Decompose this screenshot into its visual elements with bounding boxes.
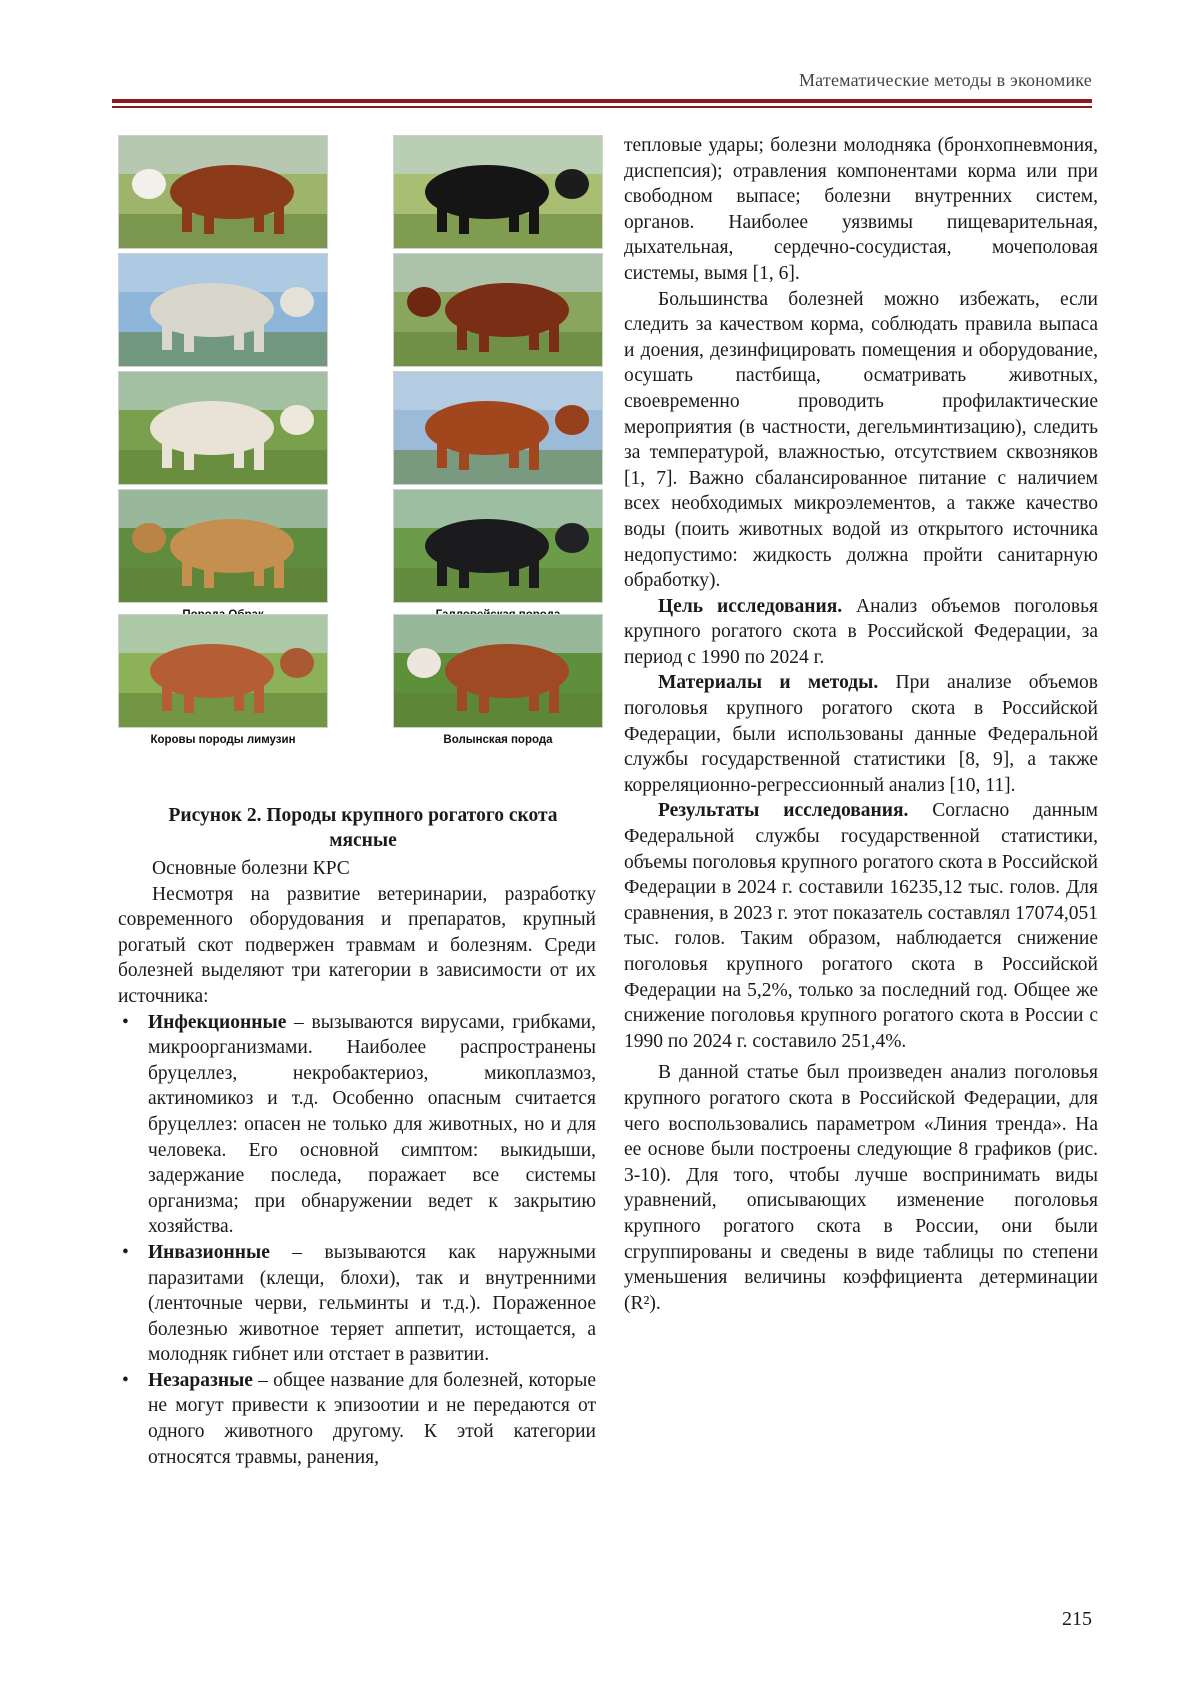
breed-photo-cell xyxy=(393,489,603,621)
breed-photo-cell xyxy=(118,253,328,385)
category-text: – вызываются вирусами, грибками, микроорганизмами. Наиболее распространены бруцеллез, некробактериоз, микоплазмоз, актиномикоз и т.д. Особенно опасным считается бруцеллез: опасен не только для животных, но и для человека. Его основной симптом: выкидыши, задержание последа, поражает все системы организма; при обнаружении ведет к закрытию хозяйства. xyxy=(148,1011,596,1238)
goal-label: Цель исследования. xyxy=(658,595,843,617)
page-number: 215 xyxy=(1062,1608,1092,1630)
breed-photo-cell xyxy=(118,614,328,746)
breed-photo-cell xyxy=(118,371,328,503)
cow-illustration-icon xyxy=(394,136,602,248)
continuation-paragraph: тепловые удары; болезни молодняка (бронхопневмония, диспепсия); отравления компонентами корма или при свободном выпасе; болезни внутренних систем, органов. Наиболее уязвимы пищеварительная, дыхательная, сердечно-сосудистая, мочеполовая системы, вымя [1, 6]. xyxy=(624,135,1098,284)
list-item xyxy=(118,1368,596,1470)
figure-caption-line1: Рисунок 2. Породы крупного рогатого скота xyxy=(168,805,558,826)
goal-text: Анализ объемов поголовья крупного рогатого скота в Российской Федерации, за период с 1990 по 2024 г. xyxy=(624,595,1098,668)
right-column xyxy=(624,133,1098,1316)
goal-paragraph xyxy=(624,594,1098,671)
breed-photo-cell xyxy=(393,371,603,503)
cow-illustration-icon xyxy=(119,615,327,727)
header-rule-thin xyxy=(112,106,1092,108)
breed-photo xyxy=(393,371,603,485)
left-column xyxy=(118,856,596,1470)
breed-photo xyxy=(118,253,328,367)
header-rule-thick xyxy=(112,99,1092,103)
methods-label: Материалы и методы. xyxy=(658,672,879,694)
breed-photo xyxy=(118,371,328,485)
breed-photo-cell xyxy=(393,253,603,385)
breed-label: Коровы породы лимузин xyxy=(150,734,296,746)
cow-illustration-icon xyxy=(394,615,602,727)
breed-photo-cell xyxy=(393,614,603,746)
results-text: Согласно данным Федеральной службы государственной статистики, объемы поголовья крупного рогатого скота в Российской Федерации в 2024 г. составили 16235,12 тыс. голов. Для сравнения, в 2023 г. этот показатель составлял 17074,051 тыс. голов. Таким образом, наблюдается снижение поголовья крупного рогатого скота в Российской Федерации на 5,2%, только за последний год. Общее же снижение поголовья крупного рогатого скота в России с 1990 по 2024 г. составило 251,4%. xyxy=(624,800,1098,1052)
cow-illustration-icon xyxy=(119,372,327,484)
breed-photo xyxy=(393,614,603,728)
analysis-paragraph: В данной статье был произведен анализ поголовья крупного рогатого скота в Российской Федерации, для чего воспользовались параметром «Линия тренда». На ее основе были построены следующие 8 графиков (рис. 3-10). Для того, чтобы лучше воспринимать виды уравнений, описывающих изменение поголовья крупного рогатого скота в России, они были сгруппированы и сведены в виде таблицы по степени уменьшения величины коэффициента детерминации (R²). xyxy=(624,1062,1098,1314)
breed-photo xyxy=(118,614,328,728)
diseases-subheading: Основные болезни КРС xyxy=(152,858,350,879)
breeds-figure xyxy=(118,135,608,795)
results-label: Результаты исследования. xyxy=(658,800,909,822)
bullet-mark: • xyxy=(122,1369,129,1391)
breed-photo xyxy=(118,489,328,603)
breed-photo-cell xyxy=(118,135,328,267)
diseases-intro: Несмотря на развитие ветеринарии, разработку современного оборудования и препаратов, крупный рогатый скот подвержен травмам и болезням. Среди болезней выделяют три категории в зависимости от их источника: xyxy=(118,883,596,1007)
breed-label: Волынская порода xyxy=(443,734,553,746)
list-item xyxy=(118,1010,596,1240)
cow-illustration-icon xyxy=(394,254,602,366)
cow-illustration-icon xyxy=(119,490,327,602)
cow-illustration-icon xyxy=(394,490,602,602)
breed-photo xyxy=(393,135,603,249)
breed-photo xyxy=(393,489,603,603)
breed-photo xyxy=(393,253,603,367)
breed-photo-cell xyxy=(118,489,328,621)
methods-text: При анализе объемов поголовья крупного рогатого скота в Российской Федерации, были использованы данные Федеральной службы государственной статистики [8, 9], а также корреляционно-регрессионный анализ [10, 11]. xyxy=(624,672,1098,796)
category-term: Инфекционные xyxy=(148,1011,287,1033)
cow-illustration-icon xyxy=(119,136,327,248)
methods-paragraph xyxy=(624,670,1098,798)
figure-caption xyxy=(118,803,608,853)
cow-illustration-icon xyxy=(394,372,602,484)
category-text: – вызываются как наружными паразитами (клещи, блохи), так и внутренними (ленточные черви, гельминты и т.д.). Пораженное болезнью животное теряет аппетит, истощается, а молодняк гибнет или отстает в развитии. xyxy=(148,1241,596,1366)
category-text: – общее название для болезней, которые не могут привести к эпизоотии и не передаются от одного животного другому. К этой категории относятся травмы, ранения, xyxy=(148,1369,596,1468)
bullet-mark: • xyxy=(122,1011,129,1033)
disease-categories-list xyxy=(118,1010,596,1471)
journal-header-title: Математические методы в экономике xyxy=(798,70,1092,90)
cow-illustration-icon xyxy=(119,254,327,366)
list-item xyxy=(118,1240,596,1368)
breed-photo xyxy=(118,135,328,249)
bullet-mark: • xyxy=(122,1241,129,1263)
results-paragraph xyxy=(624,798,1098,1054)
category-term: Незаразные xyxy=(148,1369,253,1391)
prevention-paragraph: Большинства болезней можно избежать, если следить за качеством корма, соблюдать правила выпаса и доения, дезинфицировать помещения и оборудование, осушать пастбища, осматривать животных, своевременно проводить профилактические мероприятия (в частности, дегельминтизацию), следить за температурой, влажностью, отсутствием сквозняков [1, 7]. Важно сбалансированное питание с наличием всех необходимых микроэлементов, а также качество воды (поить животных водой из открытого источника недопустимо: жидкость должна пройти санитарную обработку). xyxy=(624,288,1098,592)
figure-caption-line2: мясные xyxy=(329,830,397,851)
category-term: Инвазионные xyxy=(148,1241,270,1263)
breed-photo-cell xyxy=(393,135,603,267)
